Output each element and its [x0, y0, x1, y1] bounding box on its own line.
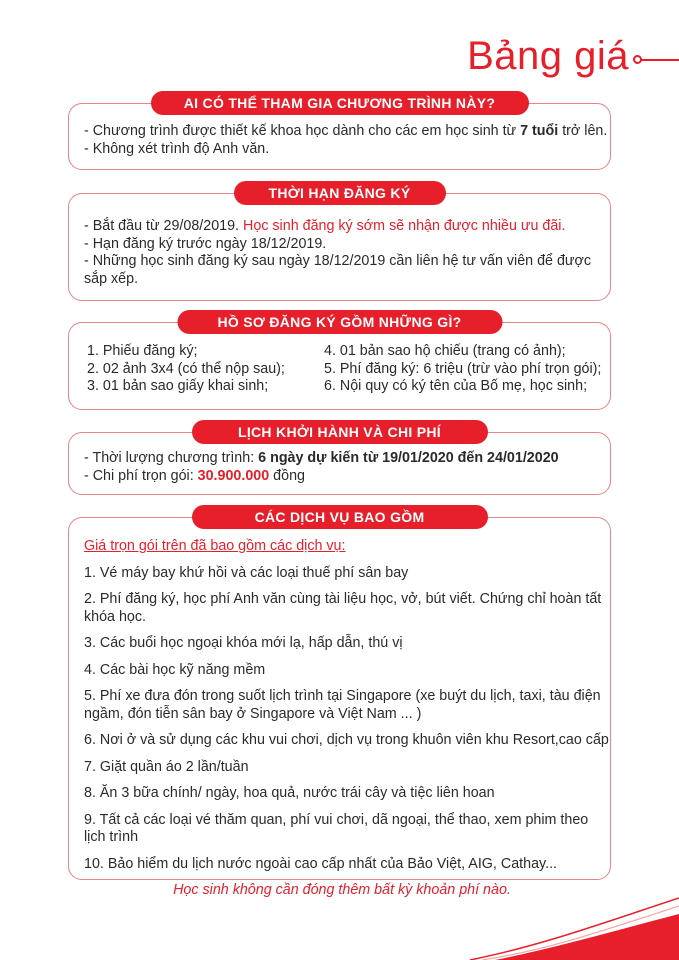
services-section: [68, 509, 611, 898]
services-item-line: 5. Phí xe đưa đón trong suốt lịch trình tại Singapore (xe buýt du lịch, taxi, tàu điện: [84, 688, 601, 704]
schedule-duration: - Thời lượng chương trình: 6 ngày dự kiến từ 19/01/2020 đến 24/01/2020: [84, 450, 559, 466]
services-item: [84, 662, 600, 680]
documents-header: HỒ SƠ ĐĂNG KÝ GỒM NHỮNG GÌ?: [177, 310, 502, 334]
eligibility-header: AI CÓ THỂ THAM GIA CHƯƠNG TRÌNH NÀY?: [151, 91, 529, 115]
bottom-wave-decoration: [0, 880, 679, 960]
documents-item: 2. 02 ảnh 3x4 (có thể nộp sau);: [87, 360, 285, 377]
schedule-section: [68, 424, 611, 495]
services-item: [84, 785, 600, 803]
services-list: [84, 538, 609, 900]
documents-item: 4. 01 bản sao hộ chiếu (trang có ảnh);: [324, 343, 566, 359]
documents-item: 1. Phiếu đăng ký;: [87, 343, 198, 359]
services-item: [84, 688, 600, 723]
deadline-section: [68, 185, 611, 301]
services-item: [84, 732, 609, 750]
services-item: [84, 856, 600, 874]
page-title: Bảng giá: [467, 34, 629, 78]
services-item-line: 2. Phí đăng ký, học phí Anh văn cùng tài liệu học, vở, bút viết. Chứng chỉ hoàn tất: [84, 591, 602, 607]
documents-item: 6. Nội quy có ký tên của Bố mẹ, học sinh;: [324, 378, 588, 394]
services-item-line: 6. Nơi ở và sử dụng các khu vui chơi, dịch vụ trong khuôn viên khu Resort,cao cấp: [84, 732, 609, 748]
services-item-line: 1. Vé máy bay khứ hồi và các loại thuế phí sân bay: [84, 564, 409, 581]
documents-section: [68, 314, 611, 410]
documents-item: 3. 01 bản sao giấy khai sinh;: [87, 378, 269, 394]
schedule-header: LỊCH KHỞI HÀNH VÀ CHI PHÍ: [192, 420, 488, 444]
title-decoration-line: [639, 59, 679, 61]
deadline-line-2: - Hạn đăng ký trước ngày 18/12/2019.: [84, 235, 327, 252]
deadline-line-4: sắp xếp.: [84, 270, 139, 287]
deadline-header: THỜI HẠN ĐĂNG KÝ: [234, 181, 446, 205]
services-item: [84, 591, 600, 626]
deadline-line-1: - Bắt đầu từ 29/08/2019. Học sinh đăng ký sớm sẽ nhận được nhiều ưu đãi.: [84, 218, 566, 234]
schedule-cost: - Chi phí trọn gói: 30.900.000 đồng: [84, 467, 305, 484]
services-header: CÁC DỊCH VỤ BAO GỒM: [192, 505, 488, 529]
services-item-line: 3. Các buổi học ngoại khóa mới lạ, hấp dẫn, thú vị: [84, 635, 403, 651]
services-closing-note: Học sinh không cần đóng thêm bất kỳ khoản phí nào.: [173, 882, 511, 898]
eligibility-section: [68, 95, 611, 170]
services-item-line: 8. Ăn 3 bữa chính/ ngày, hoa quả, nước trái cây và tiệc liên hoan: [84, 785, 495, 801]
services-intro: Giá trọn gói trên đã bao gồm các dịch vụ:: [84, 538, 346, 554]
services-item-line: ngầm, đón tiễn sân bay ở Singapore và Việt Nam ... ): [84, 705, 422, 722]
services-item-line: khóa học.: [84, 608, 146, 625]
services-item-line: 10. Bảo hiểm du lịch nước ngoài cao cấp nhất của Bảo Việt, AIG, Cathay...: [84, 855, 558, 872]
eligibility-line-2: - Không xét trình độ Anh văn.: [84, 140, 270, 157]
services-item-line: lịch trình: [84, 829, 139, 845]
eligibility-line-1: - Chương trình được thiết kế khoa học dành cho các em học sinh từ 7 tuổi trở lên.: [84, 123, 608, 139]
deadline-line-3: - Những học sinh đăng ký sau ngày 18/12/2019 cần liên hệ tư vấn viên để được: [84, 253, 592, 269]
services-item: [84, 759, 600, 777]
services-item-line: 9. Tất cả các loại vé thăm quan, phí vui chơi, dã ngoại, thể thao, xem phim theo: [84, 811, 589, 828]
title-decoration-dot: [633, 55, 642, 64]
documents-item: 5. Phí đăng ký: 6 triệu (trừ vào phí trọn gói);: [324, 360, 602, 377]
services-item: [84, 812, 600, 847]
services-item-line: 7. Giặt quần áo 2 lần/tuần: [84, 758, 249, 775]
documents-list: [87, 343, 600, 396]
services-item: [84, 635, 600, 653]
services-item-line: 4. Các bài học kỹ năng mềm: [84, 661, 266, 678]
services-item: [84, 565, 600, 583]
